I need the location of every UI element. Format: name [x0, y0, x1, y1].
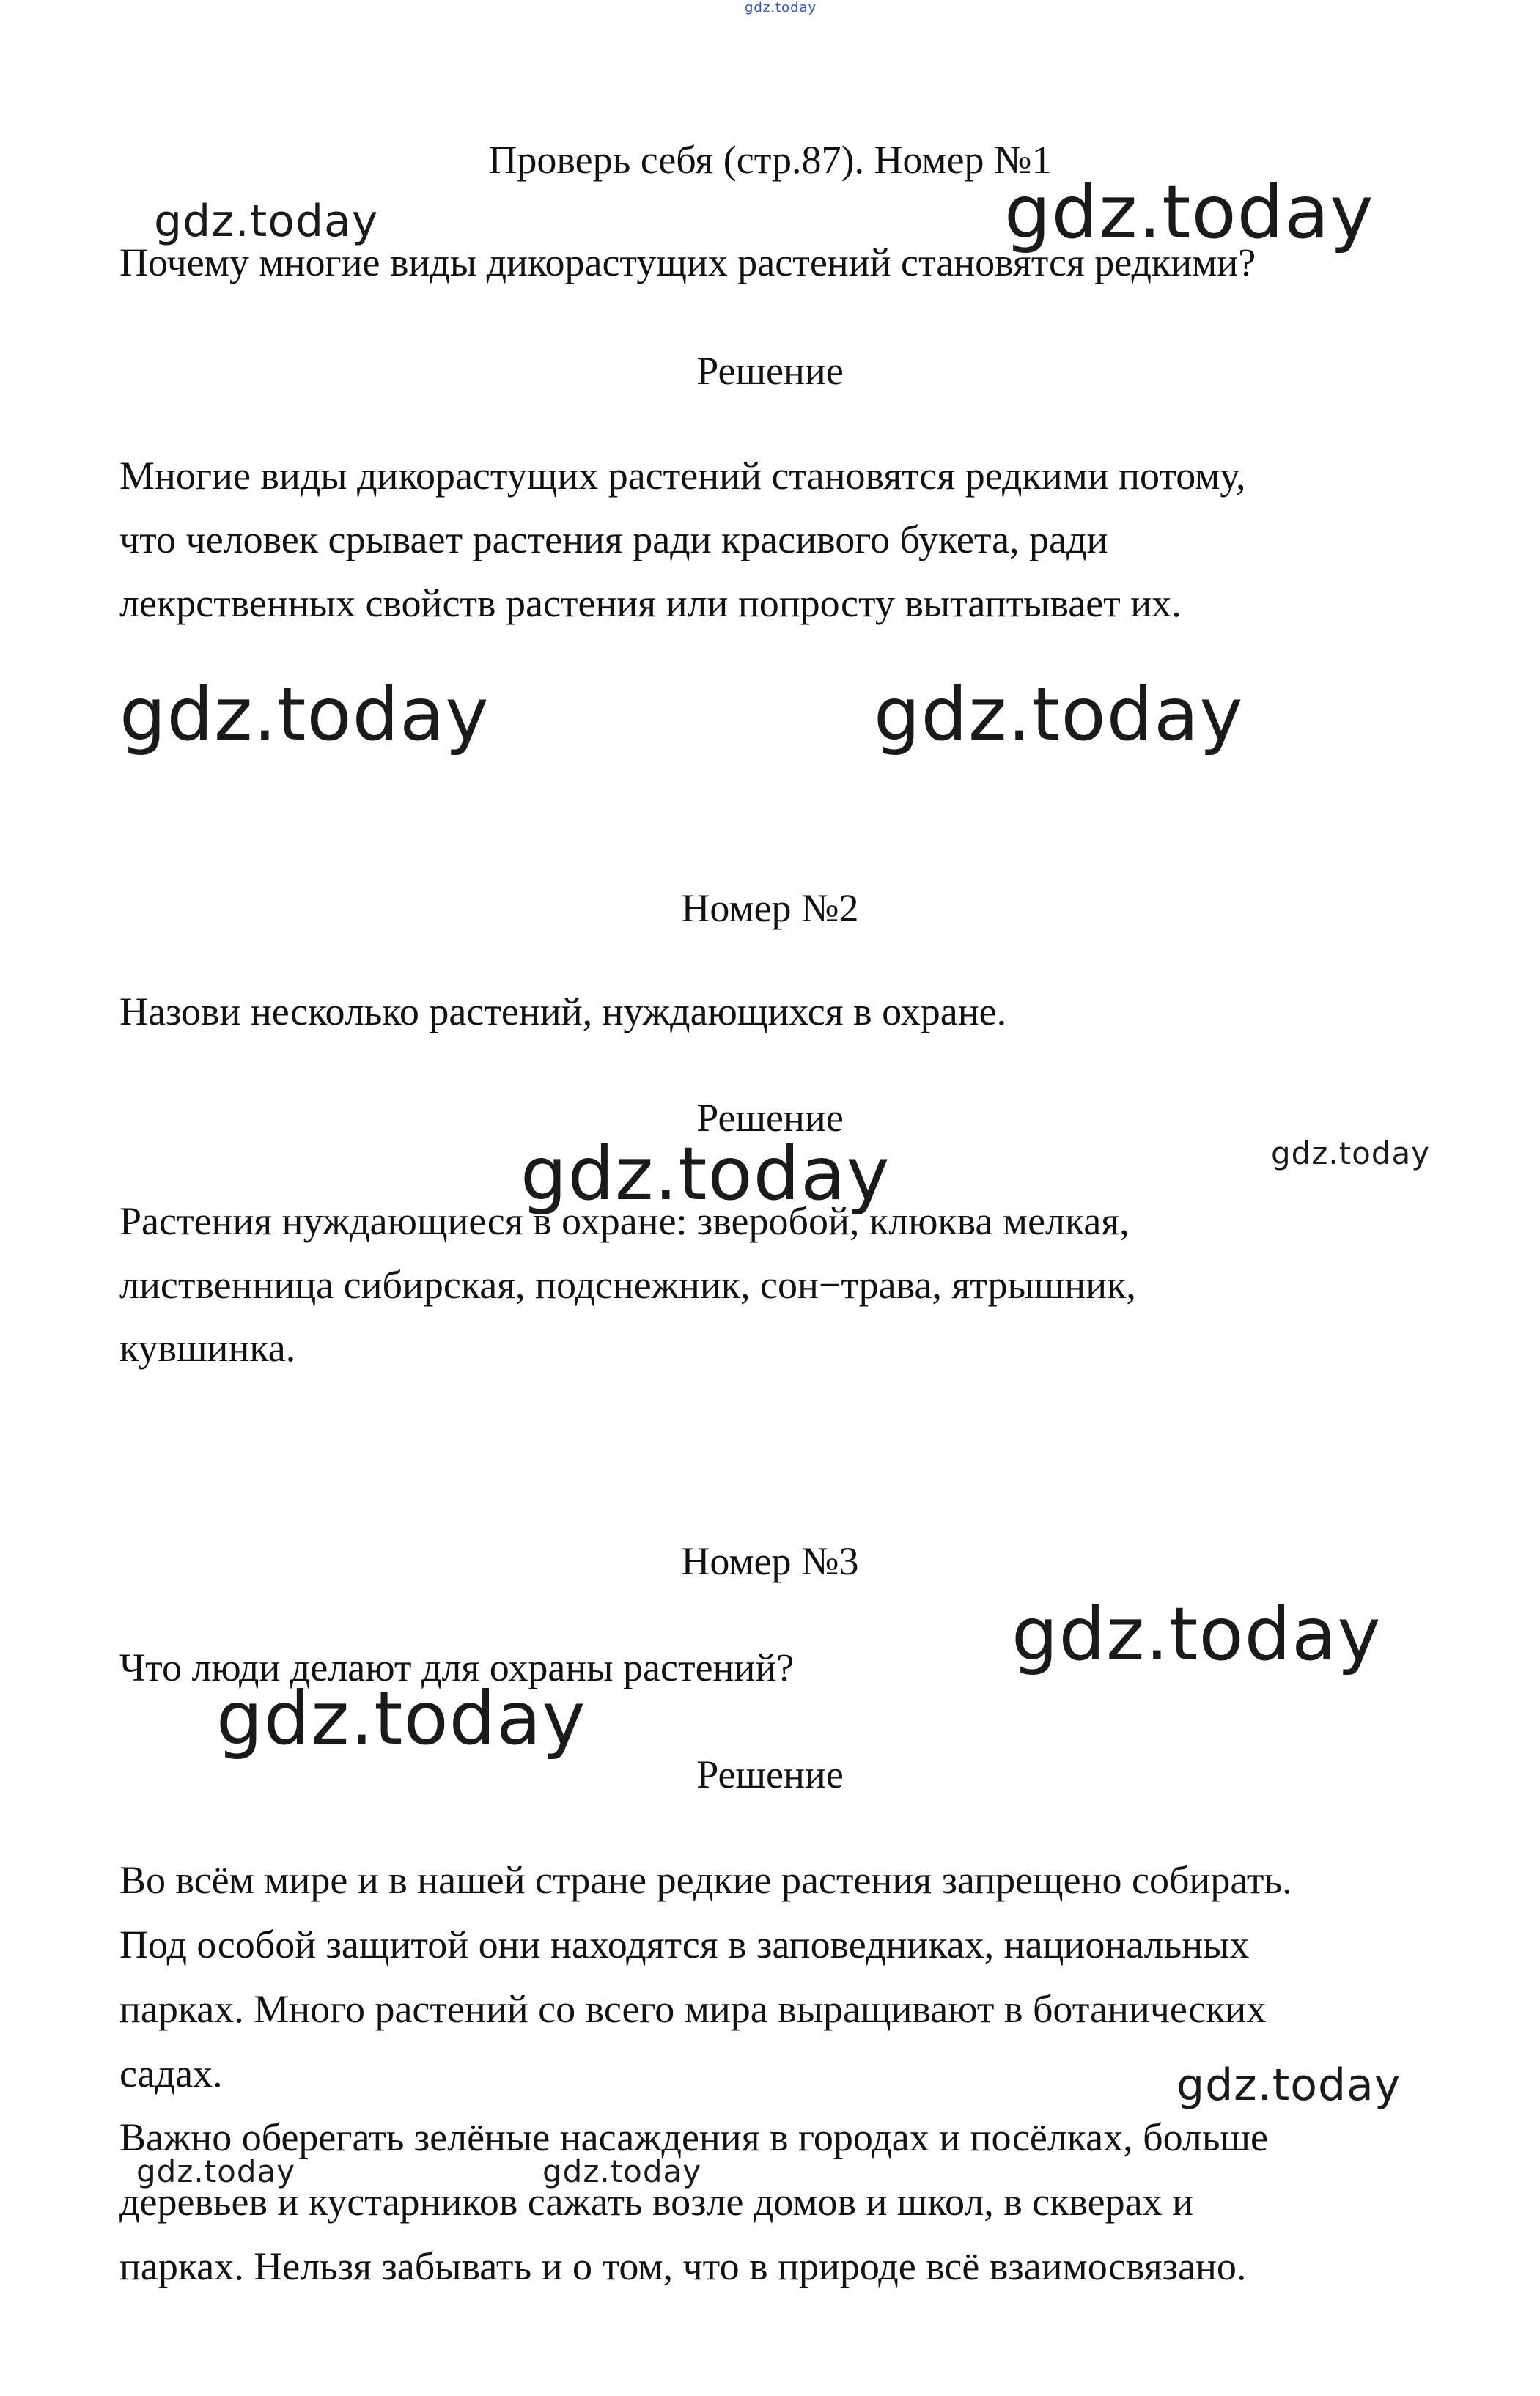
section-1-heading: Проверь себя (стр.87). Номер №1 — [488, 138, 1052, 182]
section-3-answer-line: парках. Нельзя забывать и о том, что в природе всё взаимосвязано. — [119, 2244, 1247, 2288]
section-1-solution-label: Решение — [696, 349, 844, 393]
watermark: gdz.today — [1012, 1591, 1382, 1677]
section-3-answer-line: деревьев и кустарников сажать возле домов и школ, в скверах и — [119, 2180, 1193, 2224]
section-2-solution-label: Решение — [696, 1096, 844, 1140]
watermark: gdz.today — [216, 1676, 586, 1761]
section-3-answer-line: парках. Много растений со всего мира выращивают в ботанических — [119, 1987, 1267, 2031]
section-2-answer-line: Растения нуждающиеся в охране: зверобой, клюква мелкая, — [119, 1199, 1130, 1243]
watermark-top: gdz.today — [745, 0, 817, 15]
watermark: gdz.today — [520, 1131, 891, 1217]
section-3-heading: Номер №3 — [681, 1539, 859, 1583]
watermark: gdz.today — [874, 671, 1244, 757]
section-1-answer-line: что человек срывает растения ради красивого букета, ради — [119, 517, 1108, 561]
section-2-answer-line: лиственница сибирская, подснежник, сон−трава, ятрышник, — [119, 1263, 1136, 1307]
section-2-question: Назови несколько растений, нуждающихся в охране. — [119, 989, 1007, 1033]
section-3-answer-line: Во всём мире и в нашей стране редкие растения запрещено собирать. — [119, 1858, 1292, 1902]
section-3-solution-label: Решение — [696, 1752, 844, 1796]
watermark: gdz.today — [154, 196, 379, 247]
section-3-answer-line: садах. — [119, 2052, 223, 2095]
section-3-answer-line: Под особой защитой они находятся в заповедниках, национальных — [119, 1923, 1250, 1966]
section-1-answer-line: лекрственных свойств растения или попросту вытаптывает их. — [119, 581, 1182, 625]
watermark: gdz.today — [1271, 1135, 1431, 1171]
watermark: gdz.today — [119, 671, 490, 757]
watermark: gdz.today — [542, 2153, 702, 2189]
section-1-question: Почему многие виды дикорастущих растений становятся редкими? — [119, 240, 1256, 284]
section-2-answer-line: кувшинка. — [119, 1326, 296, 1370]
section-3-question: Что люди делают для охраны растений? — [119, 1645, 795, 1689]
section-3-answer-line: Важно оберегать зелёные насаждения в городах и посёлках, больше — [119, 2115, 1269, 2159]
watermark: gdz.today — [136, 2153, 296, 2189]
watermark: gdz.today — [1004, 169, 1374, 255]
section-1-answer-line: Многие виды дикорастущих растений становятся редкими потому, — [119, 454, 1246, 498]
section-2-heading: Номер №2 — [681, 886, 859, 930]
watermark: gdz.today — [1176, 2060, 1401, 2111]
